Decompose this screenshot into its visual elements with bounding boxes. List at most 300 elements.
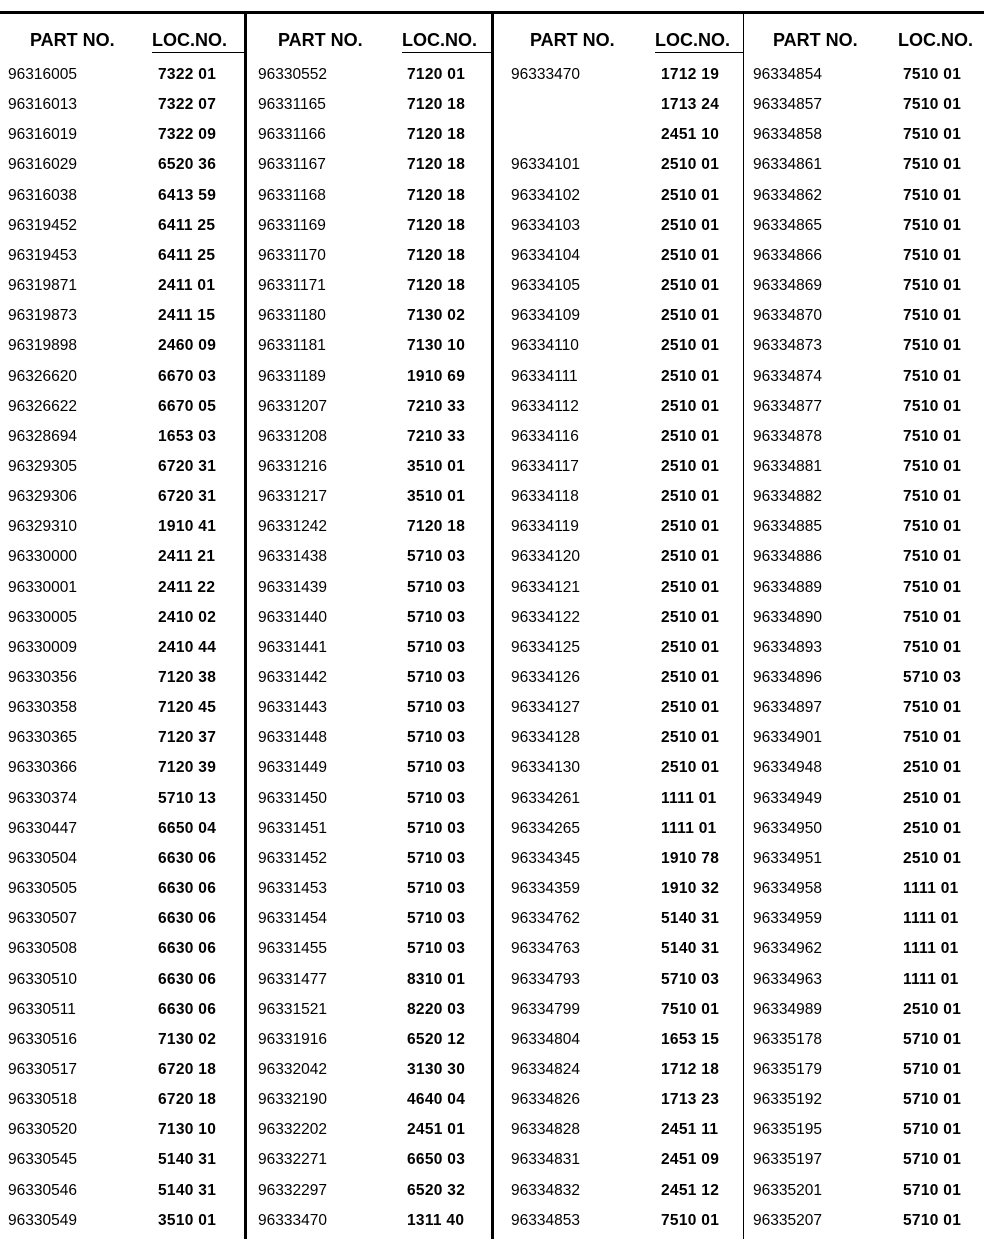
part-number-cell: 96334958 xyxy=(753,880,822,897)
part-number-cell: 96334893 xyxy=(753,639,822,656)
location-number-cell: 1713 23 xyxy=(661,1091,720,1108)
part-number-cell: 96331449 xyxy=(258,759,327,776)
part-number-cell: 96332042 xyxy=(258,1061,327,1078)
part-number-cell: 96316013 xyxy=(8,96,77,113)
location-number-cell: 2510 01 xyxy=(661,156,720,173)
location-number-cell: 2510 01 xyxy=(661,217,720,234)
part-number-cell: 96334832 xyxy=(511,1182,580,1199)
part-number-cell: 96329306 xyxy=(8,488,77,505)
location-number-cell: 2510 01 xyxy=(661,187,720,204)
part-number-cell: 96330507 xyxy=(8,910,77,927)
part-number-cell: 96316038 xyxy=(8,187,77,204)
part-number-cell: 96330001 xyxy=(8,579,77,596)
part-number-cell: 96331166 xyxy=(258,126,326,143)
location-number-cell: 2510 01 xyxy=(661,428,720,445)
part-number-cell: 96330365 xyxy=(8,729,77,746)
part-number-cell: 96332297 xyxy=(258,1182,327,1199)
part-number-cell: 96329310 xyxy=(8,518,77,535)
part-number-cell: 96334901 xyxy=(753,729,822,746)
header-loc-no: LOC.NO. xyxy=(898,30,973,50)
part-number-cell: 96335207 xyxy=(753,1212,822,1229)
part-number-cell: 96334861 xyxy=(753,156,822,173)
location-number-cell: 2410 02 xyxy=(158,609,217,626)
location-number-cell: 5710 01 xyxy=(903,1182,962,1199)
location-number-cell: 7120 45 xyxy=(158,699,217,716)
part-number-cell: 96331521 xyxy=(258,1001,327,1018)
part-number-cell: 96331452 xyxy=(258,850,327,867)
column-divider xyxy=(491,14,494,1239)
part-number-cell: 96331441 xyxy=(258,639,327,656)
part-number-cell: 96331189 xyxy=(258,368,326,385)
part-number-cell: 96334950 xyxy=(753,820,822,837)
location-number-cell: 5710 01 xyxy=(903,1091,962,1108)
location-number-cell: 6650 03 xyxy=(407,1151,466,1168)
location-number-cell: 2411 15 xyxy=(158,307,216,324)
location-number-cell: 5710 03 xyxy=(407,820,466,837)
part-number-cell: 96334869 xyxy=(753,277,822,294)
part-number-cell: 96331451 xyxy=(258,820,327,837)
part-number-cell: 96331167 xyxy=(258,156,326,173)
part-number-cell: 96334886 xyxy=(753,548,822,565)
part-number-cell: 96330000 xyxy=(8,548,77,565)
part-number-cell: 96330374 xyxy=(8,790,77,807)
part-number-cell: 96334261 xyxy=(511,790,580,807)
location-number-cell: 5140 31 xyxy=(158,1182,217,1199)
location-number-cell: 5710 03 xyxy=(407,548,466,565)
part-number-cell: 96330520 xyxy=(8,1121,77,1138)
location-number-cell: 7322 01 xyxy=(158,66,217,83)
location-number-cell: 6720 18 xyxy=(158,1061,217,1078)
location-number-cell: 1111 01 xyxy=(661,790,717,807)
part-number-cell: 96334117 xyxy=(511,458,579,475)
location-number-cell: 5710 01 xyxy=(903,1151,962,1168)
part-number-cell: 96334948 xyxy=(753,759,822,776)
part-number-cell: 96326622 xyxy=(8,398,77,415)
part-number-cell: 96332190 xyxy=(258,1091,327,1108)
part-number-cell: 96331217 xyxy=(258,488,327,505)
location-number-cell: 6720 18 xyxy=(158,1091,217,1108)
part-number-cell: 96331168 xyxy=(258,187,326,204)
part-number-cell: 96330447 xyxy=(8,820,77,837)
part-number-cell: 96330505 xyxy=(8,880,77,897)
part-number-cell: 96334118 xyxy=(511,488,579,505)
part-number-cell: 96330510 xyxy=(8,971,77,988)
location-number-cell: 7510 01 xyxy=(661,1001,720,1018)
part-number-cell: 96334799 xyxy=(511,1001,580,1018)
location-number-cell: 2451 01 xyxy=(407,1121,466,1138)
location-number-cell: 6720 31 xyxy=(158,458,217,475)
part-number-cell: 96334885 xyxy=(753,518,822,535)
part-number-cell: 96330366 xyxy=(8,759,77,776)
part-number-cell: 96334762 xyxy=(511,910,580,927)
part-number-cell: 96330549 xyxy=(8,1212,77,1229)
location-number-cell: 6520 12 xyxy=(407,1031,466,1048)
location-number-cell: 7510 01 xyxy=(903,96,962,113)
part-number-cell: 96331442 xyxy=(258,669,327,686)
location-number-cell: 7120 18 xyxy=(407,247,466,264)
part-number-cell: 96334105 xyxy=(511,277,580,294)
part-number-cell: 96331916 xyxy=(258,1031,327,1048)
part-number-cell: 96330504 xyxy=(8,850,77,867)
location-number-cell: 5710 03 xyxy=(407,669,466,686)
part-number-cell: 96334126 xyxy=(511,669,580,686)
part-number-cell: 96334763 xyxy=(511,940,580,957)
column-divider xyxy=(244,14,247,1239)
part-number-cell: 96334103 xyxy=(511,217,580,234)
part-number-cell: 96330005 xyxy=(8,609,77,626)
part-number-cell: 96334127 xyxy=(511,699,580,716)
location-number-cell: 2411 01 xyxy=(158,277,216,294)
location-number-cell: 2510 01 xyxy=(903,820,962,837)
part-number-cell: 96331439 xyxy=(258,579,327,596)
header-part-no: PART NO. xyxy=(30,30,115,50)
part-number-cell: 96328694 xyxy=(8,428,77,445)
part-number-cell: 96334878 xyxy=(753,428,822,445)
part-number-cell: 96333470 xyxy=(511,66,580,83)
part-number-cell: 96330552 xyxy=(258,66,327,83)
location-number-cell: 2510 01 xyxy=(661,247,720,264)
location-number-cell: 7120 18 xyxy=(407,126,466,143)
location-number-cell: 3130 30 xyxy=(407,1061,466,1078)
part-number-cell: 96331477 xyxy=(258,971,327,988)
location-number-cell: 2510 01 xyxy=(661,398,720,415)
part-number-cell: 96331170 xyxy=(258,247,326,264)
location-number-cell: 7120 18 xyxy=(407,277,466,294)
part-number-cell: 96330511 xyxy=(8,1001,76,1018)
part-number-cell: 96334122 xyxy=(511,609,580,626)
part-number-cell: 96334865 xyxy=(753,217,822,234)
part-number-cell: 96334111 xyxy=(511,368,578,385)
location-number-cell: 5710 03 xyxy=(407,639,466,656)
location-number-cell: 2510 01 xyxy=(661,277,720,294)
location-number-cell: 7120 37 xyxy=(158,729,217,746)
location-number-cell: 7210 33 xyxy=(407,398,466,415)
location-number-cell: 7510 01 xyxy=(903,699,962,716)
location-number-cell: 7510 01 xyxy=(903,247,962,264)
location-number-cell: 7120 39 xyxy=(158,759,217,776)
location-number-cell: 7510 01 xyxy=(903,337,962,354)
location-number-cell: 7510 01 xyxy=(903,639,962,656)
location-number-cell: 6520 36 xyxy=(158,156,217,173)
location-number-cell: 1910 41 xyxy=(158,518,217,535)
part-number-cell: 96334854 xyxy=(753,66,822,83)
part-number-cell: 96319452 xyxy=(8,217,77,234)
location-number-cell: 5710 03 xyxy=(407,699,466,716)
part-number-cell: 96330545 xyxy=(8,1151,77,1168)
location-number-cell: 5710 03 xyxy=(661,971,720,988)
part-number-cell: 96330517 xyxy=(8,1061,77,1078)
location-number-cell: 6630 06 xyxy=(158,971,217,988)
part-number-cell: 96334359 xyxy=(511,880,580,897)
location-number-cell: 7120 18 xyxy=(407,518,466,535)
location-number-cell: 1111 01 xyxy=(903,880,959,897)
location-number-cell: 5140 31 xyxy=(661,910,720,927)
location-number-cell: 4640 04 xyxy=(407,1091,466,1108)
location-number-cell: 1713 24 xyxy=(661,96,720,113)
location-number-cell: 8220 03 xyxy=(407,1001,466,1018)
part-number-cell: 96334873 xyxy=(753,337,822,354)
part-number-cell: 96330508 xyxy=(8,940,77,957)
location-number-cell: 7510 01 xyxy=(903,579,962,596)
part-number-cell: 96331208 xyxy=(258,428,327,445)
part-number-cell: 96334125 xyxy=(511,639,580,656)
location-number-cell: 5710 03 xyxy=(407,940,466,957)
location-number-cell: 6670 05 xyxy=(158,398,217,415)
location-number-cell: 5710 03 xyxy=(407,729,466,746)
part-number-cell: 96335197 xyxy=(753,1151,822,1168)
location-number-cell: 2510 01 xyxy=(661,307,720,324)
location-number-cell: 1712 19 xyxy=(661,66,720,83)
location-number-cell: 3510 01 xyxy=(407,488,466,505)
location-number-cell: 2451 11 xyxy=(661,1121,719,1138)
part-number-cell: 96334824 xyxy=(511,1061,580,1078)
location-number-cell: 1111 01 xyxy=(903,910,959,927)
header-part-no: PART NO. xyxy=(530,30,615,50)
part-number-cell: 96331448 xyxy=(258,729,327,746)
location-number-cell: 7120 18 xyxy=(407,217,466,234)
location-number-cell: 2510 01 xyxy=(661,699,720,716)
part-number-cell: 96335179 xyxy=(753,1061,822,1078)
location-number-cell: 7510 01 xyxy=(903,729,962,746)
part-number-cell: 96335201 xyxy=(753,1182,822,1199)
location-number-cell: 5710 01 xyxy=(903,1031,962,1048)
part-number-cell: 96334890 xyxy=(753,609,822,626)
location-number-cell: 6520 32 xyxy=(407,1182,466,1199)
part-number-cell: 96334962 xyxy=(753,940,822,957)
location-number-cell: 2510 01 xyxy=(661,337,720,354)
location-number-cell: 1111 01 xyxy=(903,940,959,957)
part-number-cell: 96334828 xyxy=(511,1121,580,1138)
part-number-cell: 96334989 xyxy=(753,1001,822,1018)
location-number-cell: 2510 01 xyxy=(661,548,720,565)
location-number-cell: 7510 01 xyxy=(903,217,962,234)
location-number-cell: 2411 21 xyxy=(158,548,216,565)
location-number-cell: 6630 06 xyxy=(158,940,217,957)
header-part-no: PART NO. xyxy=(773,30,858,50)
part-number-cell: 96334102 xyxy=(511,187,580,204)
location-number-cell: 5140 31 xyxy=(158,1151,217,1168)
location-number-cell: 7120 18 xyxy=(407,187,466,204)
location-number-cell: 1311 40 xyxy=(407,1212,465,1229)
location-number-cell: 7510 01 xyxy=(903,66,962,83)
location-number-cell: 7322 07 xyxy=(158,96,217,113)
part-number-cell: 96331453 xyxy=(258,880,327,897)
location-number-cell: 5710 01 xyxy=(903,1061,962,1078)
part-number-cell: 96334897 xyxy=(753,699,822,716)
location-number-cell: 2411 22 xyxy=(158,579,216,596)
location-number-cell: 5710 03 xyxy=(407,759,466,776)
part-number-cell: 96331171 xyxy=(258,277,326,294)
header-loc-no: LOC.NO. xyxy=(655,30,730,50)
location-number-cell: 7510 01 xyxy=(903,187,962,204)
part-number-cell: 96329305 xyxy=(8,458,77,475)
location-number-cell: 2510 01 xyxy=(903,790,962,807)
location-number-cell: 7510 01 xyxy=(661,1212,720,1229)
location-number-cell: 2510 01 xyxy=(661,579,720,596)
part-number-cell: 96326620 xyxy=(8,368,77,385)
location-number-cell: 2451 10 xyxy=(661,126,720,143)
part-number-cell: 96334877 xyxy=(753,398,822,415)
location-number-cell: 6630 06 xyxy=(158,880,217,897)
location-number-cell: 1111 01 xyxy=(661,820,717,837)
part-number-cell: 96331207 xyxy=(258,398,327,415)
part-number-cell: 96316005 xyxy=(8,66,77,83)
header-underline xyxy=(655,52,743,53)
location-number-cell: 2460 09 xyxy=(158,337,217,354)
location-number-cell: 1111 01 xyxy=(903,971,959,988)
part-number-cell: 96331450 xyxy=(258,790,327,807)
part-number-cell: 96335178 xyxy=(753,1031,822,1048)
location-number-cell: 6630 06 xyxy=(158,910,217,927)
location-number-cell: 2451 09 xyxy=(661,1151,720,1168)
location-number-cell: 5710 01 xyxy=(903,1121,962,1138)
location-number-cell: 5710 03 xyxy=(407,579,466,596)
part-number-cell: 96334858 xyxy=(753,126,822,143)
location-number-cell: 2510 01 xyxy=(661,609,720,626)
location-number-cell: 6411 25 xyxy=(158,247,216,264)
location-number-cell: 7510 01 xyxy=(903,518,962,535)
location-number-cell: 6411 25 xyxy=(158,217,216,234)
location-number-cell: 2410 44 xyxy=(158,639,217,656)
location-number-cell: 7130 02 xyxy=(407,307,466,324)
header-underline xyxy=(152,52,244,53)
location-number-cell: 2510 01 xyxy=(903,1001,962,1018)
part-number-cell: 96331455 xyxy=(258,940,327,957)
location-number-cell: 2510 01 xyxy=(903,759,962,776)
part-number-cell: 96334265 xyxy=(511,820,580,837)
part-number-cell: 96334881 xyxy=(753,458,822,475)
location-number-cell: 8310 01 xyxy=(407,971,466,988)
part-number-cell: 96319898 xyxy=(8,337,77,354)
location-number-cell: 7510 01 xyxy=(903,368,962,385)
location-number-cell: 7120 38 xyxy=(158,669,217,686)
location-number-cell: 7510 01 xyxy=(903,428,962,445)
part-number-cell: 96330009 xyxy=(8,639,77,656)
header-part-no: PART NO. xyxy=(278,30,363,50)
part-number-cell: 96334949 xyxy=(753,790,822,807)
location-number-cell: 2451 12 xyxy=(661,1182,720,1199)
location-number-cell: 5710 01 xyxy=(903,1212,962,1229)
location-number-cell: 7510 01 xyxy=(903,609,962,626)
part-number-cell: 96331169 xyxy=(258,217,326,234)
part-number-cell: 96334857 xyxy=(753,96,822,113)
location-number-cell: 7510 01 xyxy=(903,458,962,475)
location-number-cell: 7510 01 xyxy=(903,126,962,143)
header-underline xyxy=(402,52,491,53)
part-number-cell: 96334889 xyxy=(753,579,822,596)
part-number-cell: 96334866 xyxy=(753,247,822,264)
location-number-cell: 6650 04 xyxy=(158,820,217,837)
location-number-cell: 6413 59 xyxy=(158,187,217,204)
location-number-cell: 5710 03 xyxy=(407,850,466,867)
location-number-cell: 2510 01 xyxy=(903,850,962,867)
location-number-cell: 1653 15 xyxy=(661,1031,720,1048)
location-number-cell: 7120 01 xyxy=(407,66,466,83)
location-number-cell: 1653 03 xyxy=(158,428,217,445)
location-number-cell: 1910 69 xyxy=(407,368,466,385)
location-number-cell: 7510 01 xyxy=(903,488,962,505)
part-number-cell: 96330358 xyxy=(8,699,77,716)
part-number-cell: 96335192 xyxy=(753,1091,822,1108)
part-number-cell: 96331438 xyxy=(258,548,327,565)
part-number-cell: 96334951 xyxy=(753,850,822,867)
header-loc-no: LOC.NO. xyxy=(402,30,477,50)
part-number-cell: 96334121 xyxy=(511,579,580,596)
part-number-cell: 96331181 xyxy=(258,337,326,354)
part-number-cell: 96334831 xyxy=(511,1151,580,1168)
location-number-cell: 5710 03 xyxy=(407,880,466,897)
part-number-cell: 96334862 xyxy=(753,187,822,204)
part-number-cell: 96334826 xyxy=(511,1091,580,1108)
part-number-cell: 96332202 xyxy=(258,1121,327,1138)
location-number-cell: 5710 03 xyxy=(407,609,466,626)
part-number-cell: 96334119 xyxy=(511,518,579,535)
location-number-cell: 7322 09 xyxy=(158,126,217,143)
part-number-cell: 96316029 xyxy=(8,156,77,173)
part-number-cell: 96319871 xyxy=(8,277,77,294)
part-number-cell: 96331242 xyxy=(258,518,327,535)
part-number-cell: 96334110 xyxy=(511,337,579,354)
location-number-cell: 7510 01 xyxy=(903,398,962,415)
part-number-cell: 96334120 xyxy=(511,548,580,565)
part-number-cell: 96330356 xyxy=(8,669,77,686)
location-number-cell: 2510 01 xyxy=(661,729,720,746)
location-number-cell: 1712 18 xyxy=(661,1061,720,1078)
part-number-cell: 96334128 xyxy=(511,729,580,746)
part-number-cell: 96335195 xyxy=(753,1121,822,1138)
location-number-cell: 2510 01 xyxy=(661,759,720,776)
location-number-cell: 2510 01 xyxy=(661,458,720,475)
part-number-cell: 96334130 xyxy=(511,759,580,776)
location-number-cell: 2510 01 xyxy=(661,488,720,505)
location-number-cell: 7130 10 xyxy=(407,337,466,354)
location-number-cell: 7130 02 xyxy=(158,1031,217,1048)
location-number-cell: 2510 01 xyxy=(661,639,720,656)
location-number-cell: 5710 03 xyxy=(903,669,962,686)
part-number-cell: 96334101 xyxy=(511,156,580,173)
part-number-cell: 96330518 xyxy=(8,1091,77,1108)
part-number-cell: 96331454 xyxy=(258,910,327,927)
part-number-cell: 96331165 xyxy=(258,96,326,113)
location-number-cell: 7510 01 xyxy=(903,156,962,173)
location-number-cell: 2510 01 xyxy=(661,669,720,686)
part-number-cell: 96331440 xyxy=(258,609,327,626)
location-number-cell: 7120 18 xyxy=(407,96,466,113)
location-number-cell: 5140 31 xyxy=(661,940,720,957)
location-number-cell: 7210 33 xyxy=(407,428,466,445)
part-number-cell: 96319873 xyxy=(8,307,77,324)
location-number-cell: 6630 06 xyxy=(158,1001,217,1018)
part-number-cell: 96332271 xyxy=(258,1151,327,1168)
part-number-cell: 96331216 xyxy=(258,458,327,475)
location-number-cell: 7120 18 xyxy=(407,156,466,173)
part-number-cell: 96334116 xyxy=(511,428,579,445)
part-number-cell: 96334959 xyxy=(753,910,822,927)
part-number-cell: 96330546 xyxy=(8,1182,77,1199)
location-number-cell: 6670 03 xyxy=(158,368,217,385)
location-number-cell: 7510 01 xyxy=(903,307,962,324)
part-number-cell: 96330516 xyxy=(8,1031,77,1048)
part-number-cell: 96319453 xyxy=(8,247,77,264)
location-number-cell: 7510 01 xyxy=(903,548,962,565)
part-number-cell: 96334874 xyxy=(753,368,822,385)
part-number-cell: 96334882 xyxy=(753,488,822,505)
part-number-cell: 96331180 xyxy=(258,307,326,324)
part-number-cell: 96334870 xyxy=(753,307,822,324)
part-number-cell: 96334345 xyxy=(511,850,580,867)
location-number-cell: 6720 31 xyxy=(158,488,217,505)
part-number-cell: 96334963 xyxy=(753,971,822,988)
